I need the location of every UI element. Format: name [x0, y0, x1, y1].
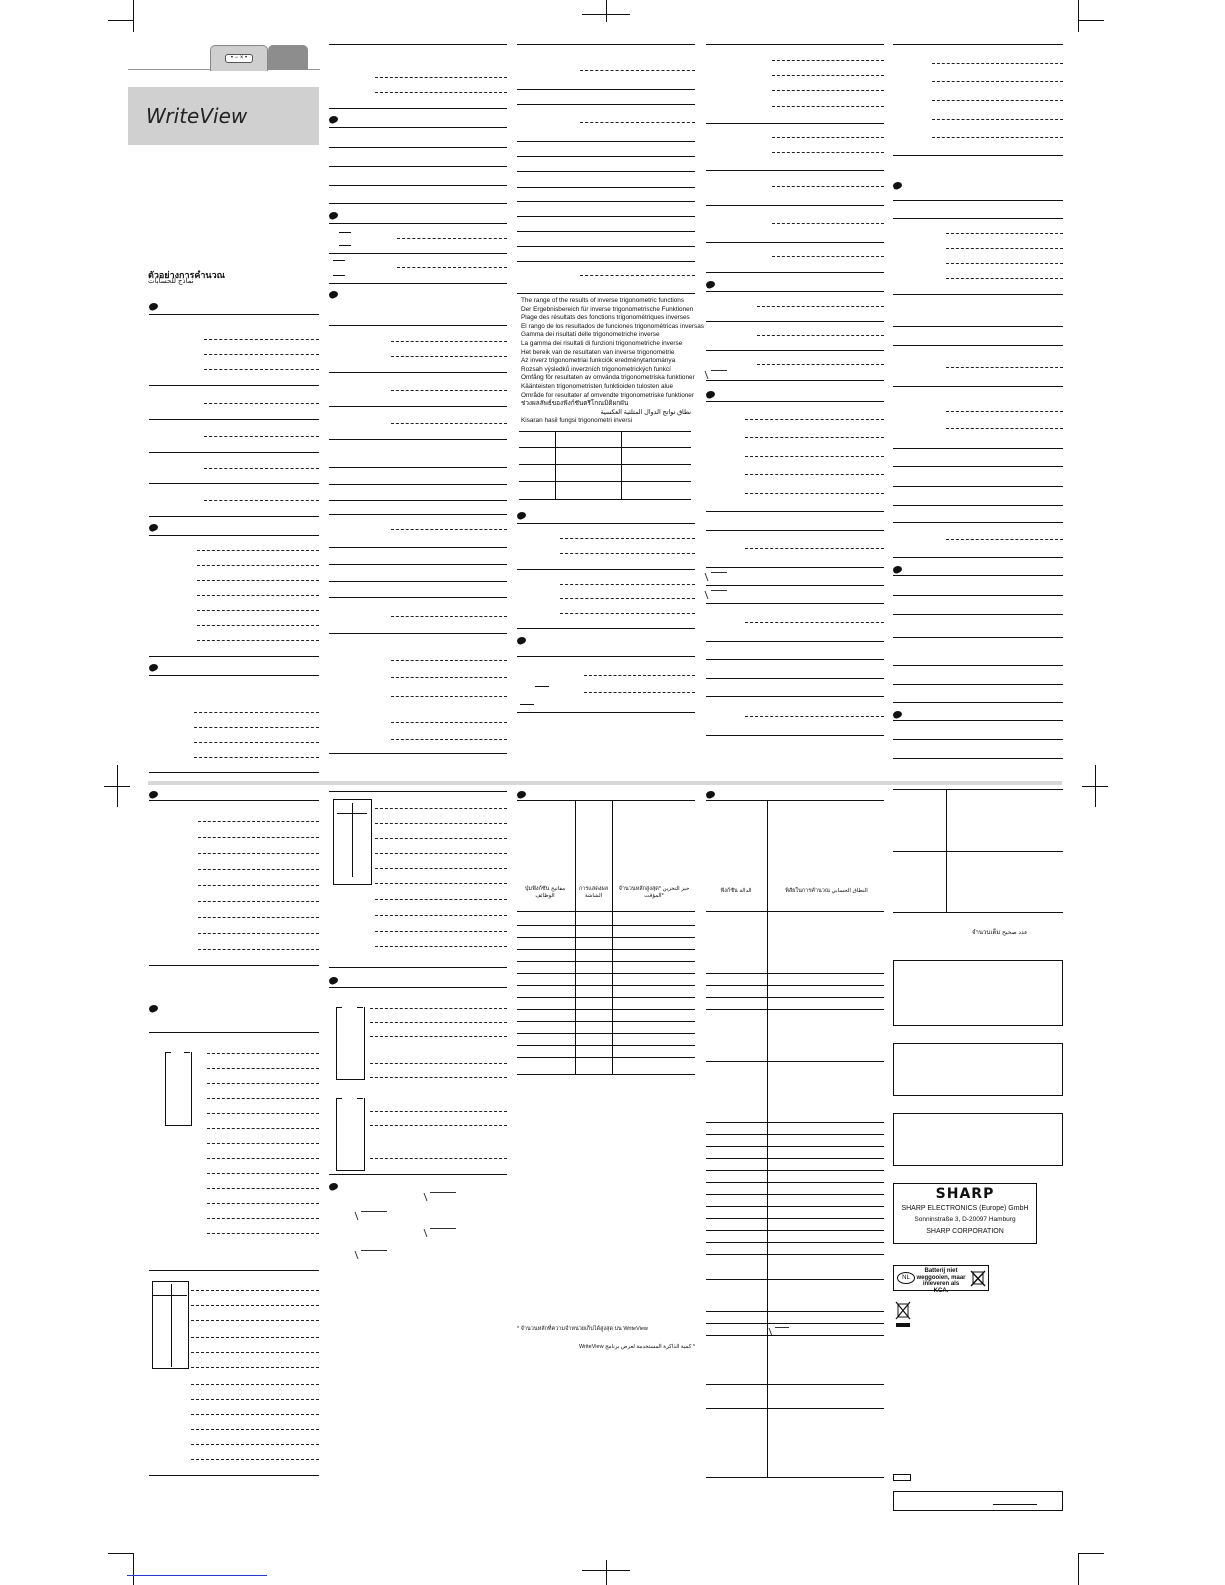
- bracket-box: [165, 1052, 192, 1126]
- info-box: [893, 1113, 1063, 1166]
- bullet-icon: [892, 181, 903, 191]
- note-line: Område for resultater af omvendte trigonometriske funktioner: [521, 391, 694, 399]
- integer-note: จำนวนเต็ม عدد صحيح: [972, 930, 1028, 936]
- note-line: ช่วงผลลัพธ์ของฟังก์ชันตรีโกณมิติผกผัน: [521, 400, 629, 408]
- sqrt-icon: [430, 1228, 456, 1237]
- mem-footnote-thai: * จำนวนหลักที่ความจำหน่วยเก็บได้สูงสุด บน WriteView: [517, 1326, 648, 1332]
- func-header-function: ฟังก์ชัน الدالة: [720, 888, 752, 894]
- bracket-box: [336, 1007, 365, 1080]
- bracket-box: [336, 1098, 365, 1171]
- sqrt-icon: [711, 370, 727, 379]
- note-line: Rozsah výsledků inverzních trigonometrických funkcí: [521, 365, 671, 373]
- nl-text: Batterij niet: [924, 1268, 958, 1274]
- page-title: WriteView: [146, 104, 248, 128]
- bullet-icon: [328, 1182, 339, 1192]
- nl-text: weggooien, maar: [916, 1274, 966, 1281]
- inverse-trig-notes: [521, 297, 704, 426]
- bullet-icon: [148, 1004, 159, 1014]
- mem-footnote-arabic: * كمية الذاكرة المستخدمة لعرض برنامج WriteView: [579, 1344, 695, 1350]
- sqrt-icon: [361, 1211, 387, 1220]
- nl-battery-notice: [893, 1265, 989, 1294]
- bullet-icon: [516, 511, 527, 521]
- nl-badge: NL: [897, 1272, 915, 1284]
- nl-text: inleveren als KCA.: [922, 1281, 960, 1294]
- bullet-icon: [328, 115, 339, 125]
- note-line: نطاق نواتج الدوال المثلثية العكسية: [600, 408, 691, 416]
- bullet-icon: [328, 290, 339, 300]
- note-line: Plage des résultats des fonctions trigonométriques inverses: [521, 314, 690, 322]
- sqrt-icon: [711, 590, 727, 599]
- bullet-icon: [148, 523, 159, 533]
- weee-bin-icon: [894, 1300, 912, 1328]
- info-box: [893, 960, 1063, 1026]
- section-heading-arabic: نماذج للحسابات: [148, 278, 194, 285]
- footer-box: [893, 1491, 1063, 1511]
- note-line: The range of the results of inverse trigonometric functions: [521, 297, 685, 304]
- section-heading-thai: ตัวอย่างการคำนวณ: [148, 270, 225, 280]
- small-label-box: [893, 1474, 911, 1481]
- bullet-icon: [148, 302, 159, 312]
- sharp-address-box: [893, 1183, 1037, 1244]
- note-line: Der Ergebnisbereich für inverse trigonometrische Funktionen: [521, 305, 694, 313]
- title-banner: [128, 87, 319, 145]
- note-line: Az inverz trigonometriai funkciók eredménytartománya: [521, 357, 676, 365]
- bullet-icon: [328, 211, 339, 221]
- tab-label: • − × •: [225, 54, 253, 63]
- bullet-icon: [516, 790, 527, 800]
- info-box: [893, 1043, 1063, 1096]
- note-line: La gamma dei risultati di funzioni trigonometriche inverse: [521, 339, 683, 347]
- sharp-logo: SHARP: [935, 1186, 995, 1202]
- note-line: Käänteisten trigonometristen funktioiden tulosten alue: [521, 382, 674, 390]
- bullet-icon: [328, 976, 339, 986]
- crossed-bin-icon: [970, 1268, 986, 1287]
- bullet-icon: [892, 710, 903, 720]
- note-line: Gamma dei risultati delle trigonometriche inverse: [521, 331, 660, 339]
- header-tabs: [128, 44, 320, 72]
- mem-header-key: ปุ่มฟังก์ชัน مفاتيح الوظائف: [524, 886, 566, 899]
- bullet-icon: [705, 790, 716, 800]
- bullet-icon: [516, 636, 527, 646]
- sqrt-icon: [361, 1250, 387, 1259]
- bullet-icon: [705, 390, 716, 400]
- bullet-icon: [148, 663, 159, 673]
- note-line: El rango de los resultados de funciones trigonométricas inversas: [521, 322, 704, 330]
- note-line: Het bereik van de resultaten van inverse trigonometrie: [521, 348, 675, 356]
- mem-header-display: การแสดงผล الشاشة: [578, 886, 609, 899]
- fold-separator: [148, 781, 1062, 785]
- bullet-icon: [892, 565, 903, 575]
- sharp-corporation: SHARP CORPORATION: [926, 1228, 1004, 1235]
- blank-tab[interactable]: [268, 45, 308, 70]
- note-line: Kisaran hasil fungsi trigonometri inversi: [521, 417, 633, 425]
- calc-mode-tab[interactable]: [210, 45, 268, 71]
- sharp-company: SHARP ELECTRONICS (Europe) GmbH: [901, 1205, 1029, 1212]
- sharp-address: Sonninstraße 3, D-20097 Hamburg: [914, 1216, 1016, 1223]
- func-header-range: พิสัยในการคำนวณ النطاق الحسابي: [785, 888, 868, 894]
- note-line: Omfång för resultaten av omvända trigonometriska funktioner: [521, 374, 695, 382]
- bullet-icon: [705, 280, 716, 290]
- mem-header-digits: จำนวนหลักสูงสุด* حيز التخزين المؤقت*: [618, 886, 690, 899]
- sqrt-icon: [711, 572, 727, 581]
- sqrt-icon: [430, 1192, 456, 1201]
- bullet-icon: [148, 790, 159, 800]
